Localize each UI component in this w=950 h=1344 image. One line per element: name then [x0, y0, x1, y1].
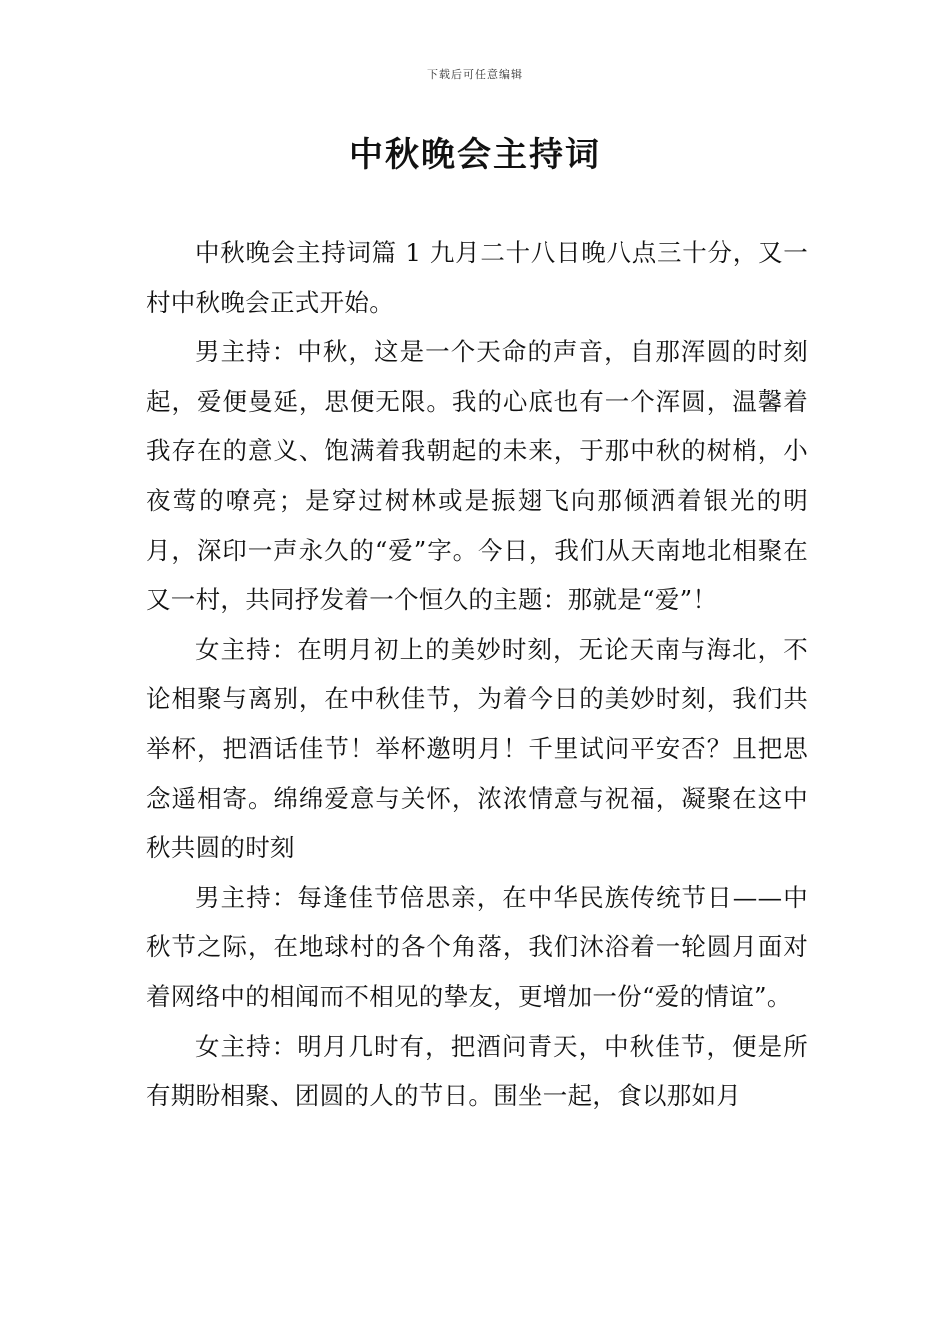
paragraph: 女主持：在明月初上的美妙时刻，无论天南与海北，不论相聚与离别，在中秋佳节，为着今日的美妙时刻，我们共举杯，把酒话佳节！举杯邀明月！千里试问平安否？且把思念遥相寄。绵绵爱意与关怀，浓浓情意与祝福，凝聚在这中秋共圆的时刻 — [146, 634, 808, 863]
paragraph: 男主持：每逢佳节倍思亲，在中华民族传统节日——中秋节之际，在地球村的各个角落，我们沐浴着一轮圆月面对着网络中的相闻而不相见的挚友，更增加一份“爱的情谊”。 — [146, 882, 808, 1011]
document-body — [146, 228, 808, 1121]
header-note: 下载后可任意编辑 — [427, 68, 523, 81]
paragraph: 中秋晚会主持词篇 1 九月二十八日晚八点三十分，又一村中秋晚会正式开始。 — [146, 238, 808, 317]
document-title: 中秋晚会主持词 — [349, 135, 601, 175]
paragraph: 男主持：中秋，这是一个天命的声音，自那浑圆的时刻起，爱便曼延，思便无限。我的心底也有一个浑圆，温馨着我存在的意义、饱满着我朝起的未来，于那中秋的树梢，小夜莺的嘹亮；是穿过树林或是振翅飞向那倾洒着银光的明月，深印一声永久的“爱”字。今日，我们从天南地北相聚在又一村，共同抒发着一个恒久的主题：那就是“爱”！ — [146, 337, 808, 615]
paragraph: 女主持：明月几时有，把酒问青天，中秋佳节，便是所有期盼相聚、团圆的人的节日。围坐一起，食以那如月 — [146, 1031, 808, 1111]
